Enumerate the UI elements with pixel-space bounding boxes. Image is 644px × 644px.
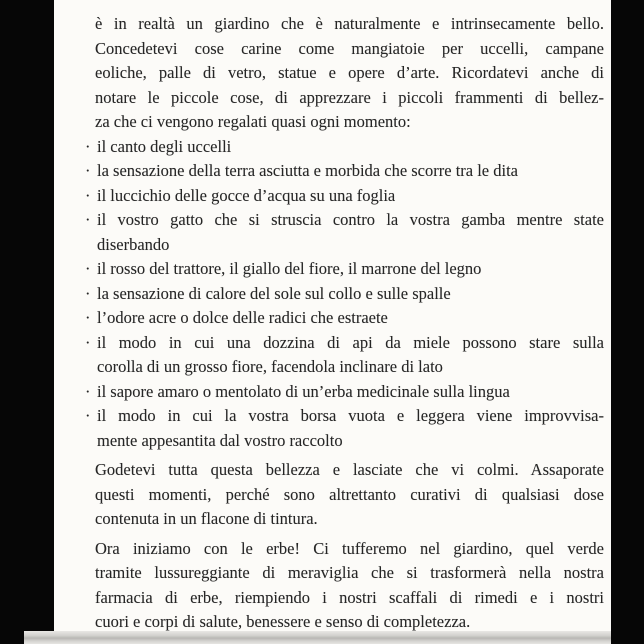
- text-line: Godetevi tutta questa bellezza e lasciate che vi colmi. Assaporate: [95, 460, 604, 479]
- bullet-item: [85, 380, 604, 405]
- paragraph: [95, 12, 604, 135]
- text-line: questi momenti, perché sono altrettanto curativi di qualsiasi dose: [95, 484, 604, 504]
- text-line: · il modo in cui una dozzina di api da miele possono stare sulla: [95, 331, 604, 356]
- page-edge-shadow: [24, 631, 611, 644]
- text-line: corolla di un grosso fiore, facendola inclinare di lato: [97, 357, 443, 376]
- text-line: contenuta in un flacone di tintura.: [95, 509, 318, 528]
- text-line: cuori e corpi di salute, benessere e senso di completezza.: [95, 612, 471, 631]
- page-text: [85, 12, 604, 635]
- text-line: eoliche, palle di vetro, statue e opere d’arte. Ricordatevi anche di: [95, 63, 604, 82]
- text-line: è in realtà un giardino che è naturalmente e intrinsecamente bello.: [95, 14, 604, 33]
- bullet-dot-icon: ·: [85, 332, 91, 352]
- text-line: notare le piccole cose, di apprezzare i piccoli frammenti di bellez-: [95, 87, 604, 107]
- bullet-item: [85, 404, 604, 453]
- text-line: za che ci vengono regalati quasi ogni momento:: [95, 112, 411, 131]
- text-line: Ora iniziamo con le erbe! Ci tufferemo nel giardino, quel verde: [95, 538, 604, 558]
- text-line: · il vostro gatto che si struscia contro la vostra gamba mentre state: [95, 208, 604, 233]
- book-page: [54, 0, 611, 631]
- paragraph: [95, 537, 604, 635]
- bullet-dot-icon: ·: [85, 283, 91, 303]
- bullet-dot-icon: ·: [85, 136, 91, 156]
- bullet-dot-icon: ·: [85, 210, 91, 229]
- text-line: · la sensazione di calore del sole sul collo e sulle spalle: [95, 282, 604, 307]
- text-line: · il rosso del trattore, il giallo del fiore, il marrone del legno: [95, 257, 604, 282]
- bullet-item: [85, 282, 604, 307]
- text-line: · il modo in cui la vostra borsa vuota e leggera viene improvvisa-: [95, 404, 604, 429]
- bullet-item: [85, 208, 604, 257]
- text-line: · la sensazione della terra asciutta e morbida che scorre tra le dita: [95, 159, 604, 184]
- bullet-item: [85, 159, 604, 184]
- text-line: · il luccichio delle gocce d’acqua su una foglia: [95, 184, 604, 209]
- bullet-item: [85, 135, 604, 160]
- text-line: farmacia di erbe, riempiendo i nostri scaffali di rimedi e i nostri: [95, 587, 604, 607]
- text-line: diserbando: [97, 234, 170, 254]
- bullet-item: [85, 184, 604, 209]
- text-line: · il canto degli uccelli: [95, 135, 604, 160]
- bullet-dot-icon: ·: [85, 259, 91, 278]
- bullet-dot-icon: ·: [85, 406, 91, 425]
- bullet-dot-icon: ·: [85, 185, 91, 205]
- bullet-dot-icon: ·: [85, 308, 91, 327]
- bullet-dot-icon: ·: [85, 381, 91, 401]
- text-line: Concedetevi cose carine come mangiatoie per uccelli, campane: [95, 38, 604, 58]
- paragraph: [95, 458, 604, 532]
- bullet-dot-icon: ·: [85, 161, 91, 180]
- bullet-item: [85, 306, 604, 331]
- bullet-item: [85, 257, 604, 282]
- text-line: · l’odore acre o dolce delle radici che estraete: [95, 306, 604, 331]
- text-line: mente appesantita dal vostro raccolto: [97, 430, 343, 450]
- text-line: tramite lussureggiante di meraviglia che si trasformerà nella nostra: [95, 563, 604, 582]
- bullet-item: [85, 331, 604, 380]
- text-line: · il sapore amaro o mentolato di un’erba medicinale sulla lingua: [95, 380, 604, 405]
